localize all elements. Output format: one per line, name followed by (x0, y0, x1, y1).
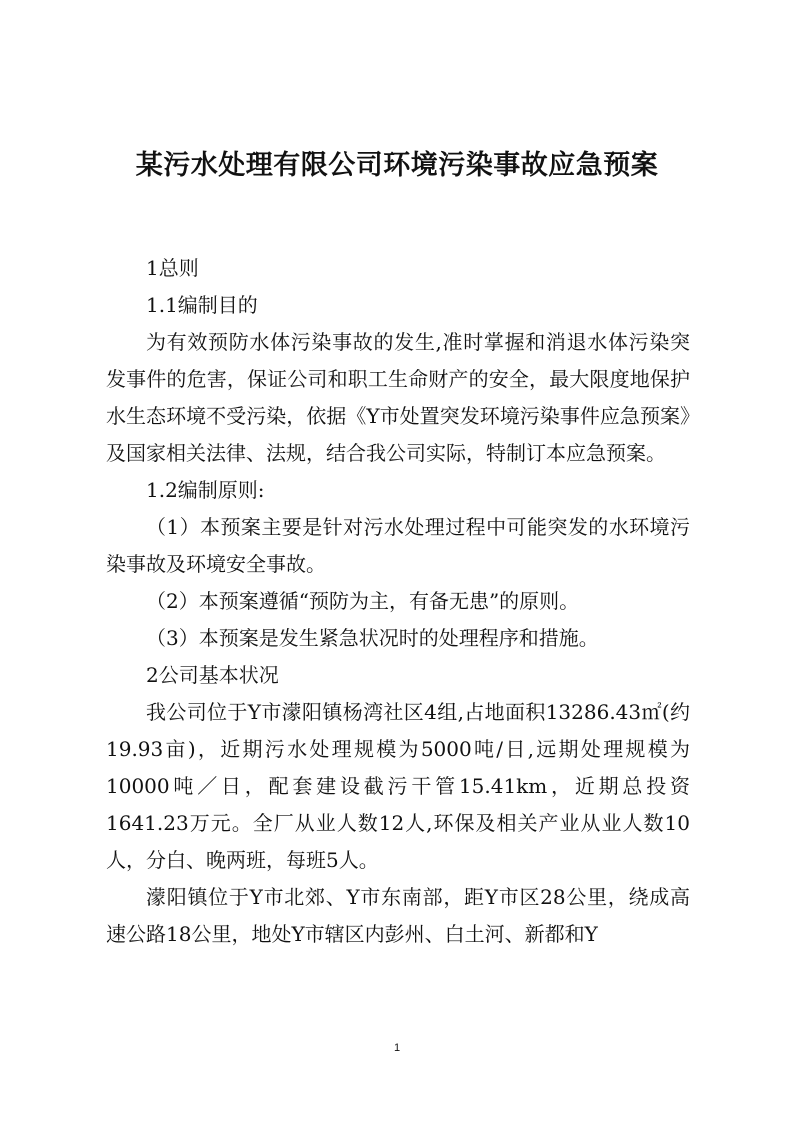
paragraph-principle-2: （2）本预案遵循“预防为主，有备无患”的原则。 (146, 589, 580, 613)
subsection-heading-purpose: 1.1编制目的 (146, 293, 258, 317)
page-number: 1 (393, 1042, 401, 1054)
paragraph-company-info: 我公司位于Y市濛阳镇杨湾社区4组,占地面积13286.43㎡(约19.93亩)，近期污水处理规模为5000吨/日,远期处理规模为10000吨／日，配套建设截污干管15.41km，近期总投资1641.23万元。全厂从业人数12人,环保及相关产业从业人数10人，分白、晚两班，每班5人。 (106, 700, 690, 872)
paragraph-location: 濛阳镇位于Y市北郊、Y市东南部，距Y市区28公里，绕成高速公路18公里，地处Y市辖区内彭州、白土河、新都和Y (106, 885, 690, 946)
document-title: 某污水处理有限公司环境污染事故应急预案 (135, 150, 659, 181)
document-body (106, 250, 690, 953)
section-heading-company: 2公司基本状况 (146, 663, 279, 687)
paragraph-principle-1: （1）本预案主要是针对污水处理过程中可能突发的水环境污染事故及环境安全事故。 (106, 515, 690, 576)
paragraph-purpose: 为有效预防水体污染事故的发生,准时掌握和消退水体污染突发事件的危害，保证公司和职工生命财产的安全，最大限度地保护水生态环境不受污染，依据《Y市处置突发环境污染事件应急预案》及国家相关法律、法规，结合我公司实际，特制订本应急预案。 (106, 330, 690, 465)
paragraph-principle-3: （3）本预案是发生紧急状况时的处理程序和措施。 (146, 626, 599, 650)
subsection-heading-principles: 1.2编制原则: (146, 478, 265, 502)
section-heading-general: 1总则 (146, 256, 199, 280)
